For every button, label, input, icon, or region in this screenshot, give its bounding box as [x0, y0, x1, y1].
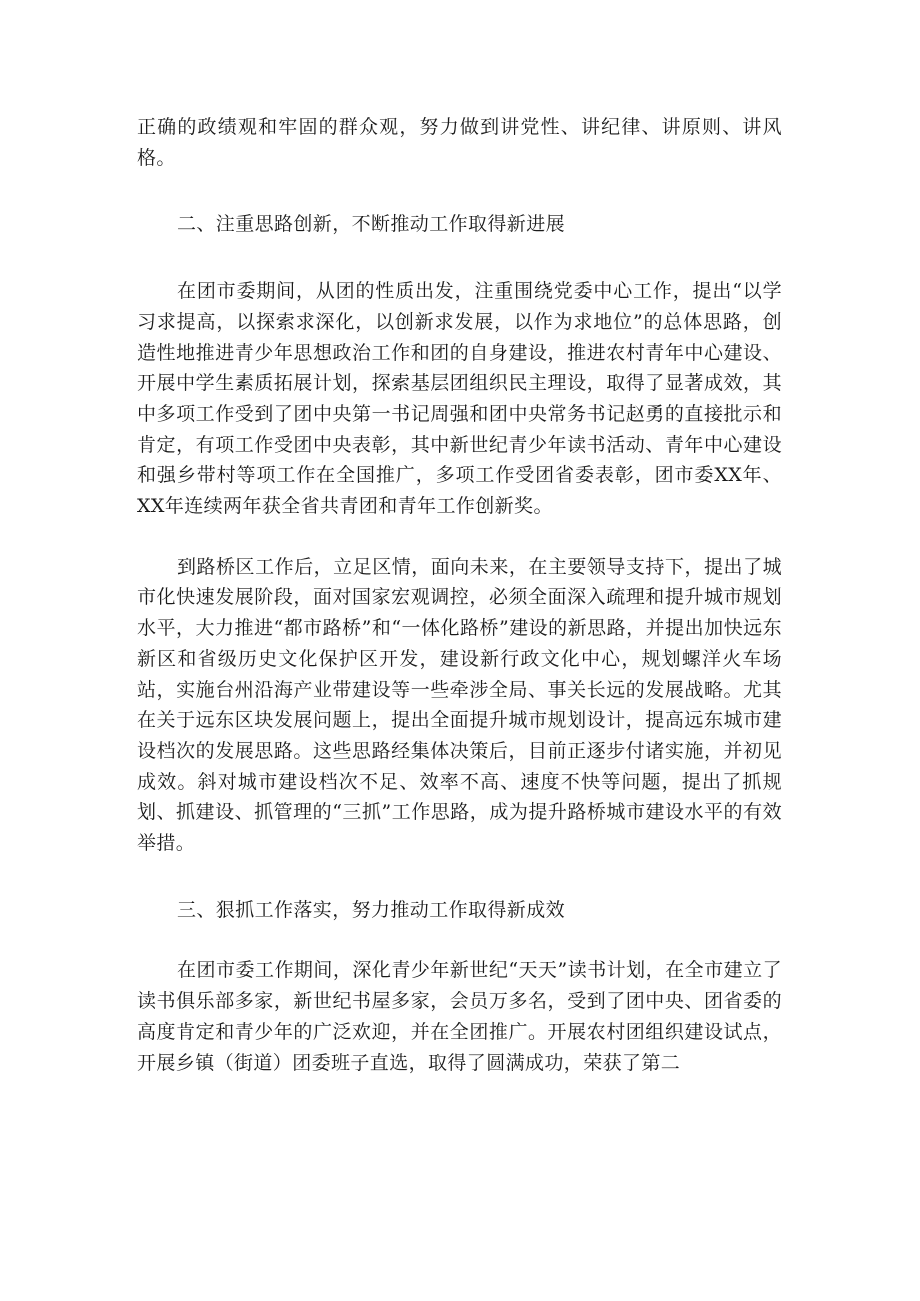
paragraph-reading-plan: 在团市委工作期间，深化青少年新世纪“天天”读书计划，在全市建立了读书俱乐部多家，新世纪书屋多家，会员万多名，受到了团中央、团省委的高度肯定和青少年的广泛欢迎，并在全团推广。开展农村团组织建设试点，开展乡镇（街道）团委班子直选，取得了圆满成功，荣获了第二 [137, 959, 782, 1074]
section-heading-3: 三、狠抓工作落实，努力推动工作取得新成效 [177, 898, 566, 921]
paragraph-luqiao-district-work: 到路桥区工作后，立足区情，面向未来，在主要领导支持下，提出了城市化快速发展阶段，面对国家宏观调控，必须全面深入疏理和提升城市规划水平，大力推进“都市路桥”和“一体化路桥”建设的新思路，并提出加快远东新区和省级历史文化保护区开发，建设新行政文化中心，规划螺洋火车场站，实施台州沿海产业带建设等一些牵涉全局、事关长远的发展战略。尤其在关于远东区块发展问题上，提出全面提升城市规划设计，提高远东城市建设档次的发展思路。这些思路经集体决策后，目前正逐步付诸实施，并初见成效。斜对城市建设档次不足、效率不高、速度不快等问题，提出了抓规划、抓建设、抓管理的“三抓”工作思路，成为提升路桥城市建设水平的有效举措。 [137, 555, 782, 855]
paragraph-continuation: 正确的政绩观和牢固的群众观，努力做到讲党性、讲纪律、讲原则、讲风格。 [137, 116, 782, 169]
section-heading-2: 二、注重思路创新，不断推动工作取得新进展 [177, 213, 566, 236]
paragraph-youth-league-work: 在团市委期间，从团的性质出发，注重围绕党委中心工作，提出“以学习求提高，以探索求深化，以创新求发展，以作为求地位”的总体思路，创造性地推进青少年思想政治工作和团的自身建设，推进农村青年中心建设、开展中学生素质拓展计划，探索基层团组织民主理设，取得了显著成效，其中多项工作受到了团中央第一书记周强和团中央常务书记赵勇的直接批示和肯定，有项工作受团中央表彰，其中新世纪青少年读书活动、青年中心建设和强乡带村等项工作在全国推广，多项工作受团省委表彰，团市委XX年、XX年连续两年获全省共青团和青年工作创新奖。 [137, 280, 782, 518]
document-page [137, 112, 782, 1078]
